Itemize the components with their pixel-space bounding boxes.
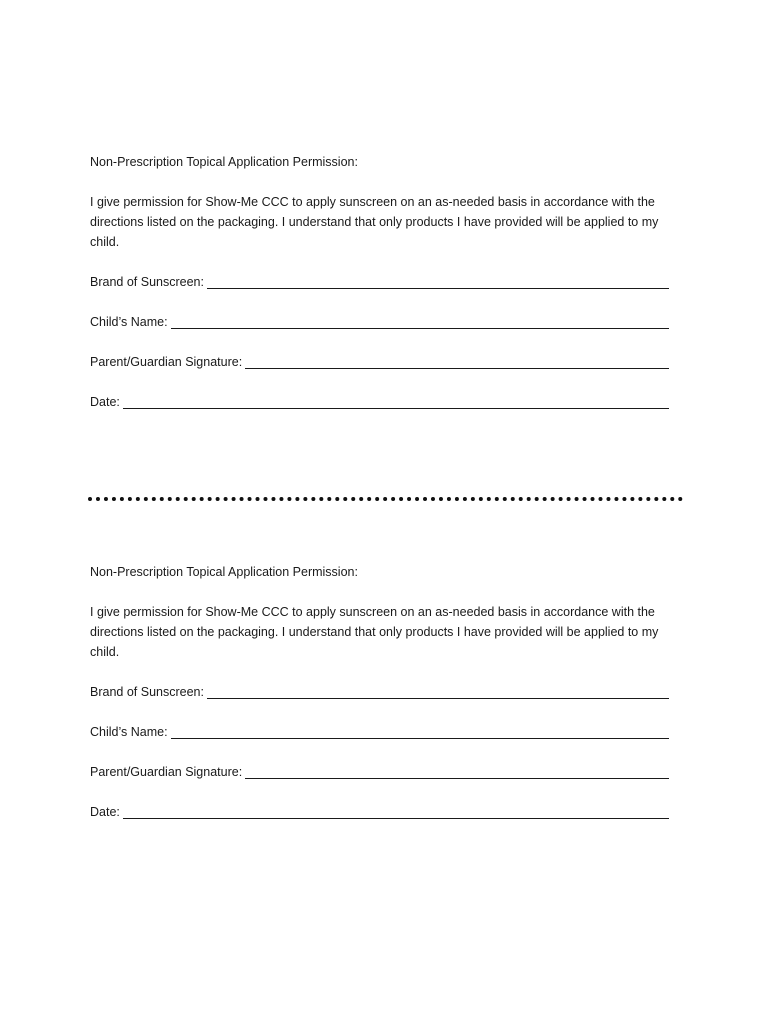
guardian-signature-line[interactable] [245, 762, 669, 779]
permission-statement: I give permission for Show-Me CCC to apply sunscreen on an as-needed basis in accordance with the directions listed on the packaging. I understand that only products I have provided will be applied to my child. [90, 605, 659, 659]
date-label: Date: [90, 395, 120, 409]
form-title: Non-Prescription Topical Application Permission: [90, 155, 358, 169]
date-field[interactable] [90, 802, 669, 822]
child-name-line[interactable] [171, 722, 669, 739]
child-name-field[interactable] [90, 312, 669, 332]
child-name-label: Child’s Name: [90, 315, 168, 329]
permission-form-top [90, 152, 675, 432]
guardian-signature-field[interactable] [90, 352, 669, 372]
permission-statement: I give permission for Show-Me CCC to apply sunscreen on an as-needed basis in accordance with the directions listed on the packaging. I understand that only products I have provided will be applied to my child. [90, 195, 659, 249]
child-name-field[interactable] [90, 722, 669, 742]
sunscreen-brand-label: Brand of Sunscreen: [90, 685, 204, 699]
date-field[interactable] [90, 392, 669, 412]
cut-line-divider [88, 497, 683, 501]
child-name-line[interactable] [171, 312, 669, 329]
permission-form-bottom [90, 562, 675, 842]
sunscreen-brand-field[interactable] [90, 682, 669, 702]
guardian-signature-label: Parent/Guardian Signature: [90, 765, 243, 779]
guardian-signature-line[interactable] [245, 352, 669, 369]
date-label: Date: [90, 805, 120, 819]
sunscreen-brand-field[interactable] [90, 272, 669, 292]
guardian-signature-field[interactable] [90, 762, 669, 782]
date-line[interactable] [123, 802, 669, 819]
sunscreen-brand-line[interactable] [207, 272, 669, 289]
date-line[interactable] [123, 392, 669, 409]
sunscreen-brand-line[interactable] [207, 682, 669, 699]
sunscreen-brand-label: Brand of Sunscreen: [90, 275, 204, 289]
guardian-signature-label: Parent/Guardian Signature: [90, 355, 243, 369]
form-title: Non-Prescription Topical Application Permission: [90, 565, 358, 579]
child-name-label: Child’s Name: [90, 725, 168, 739]
